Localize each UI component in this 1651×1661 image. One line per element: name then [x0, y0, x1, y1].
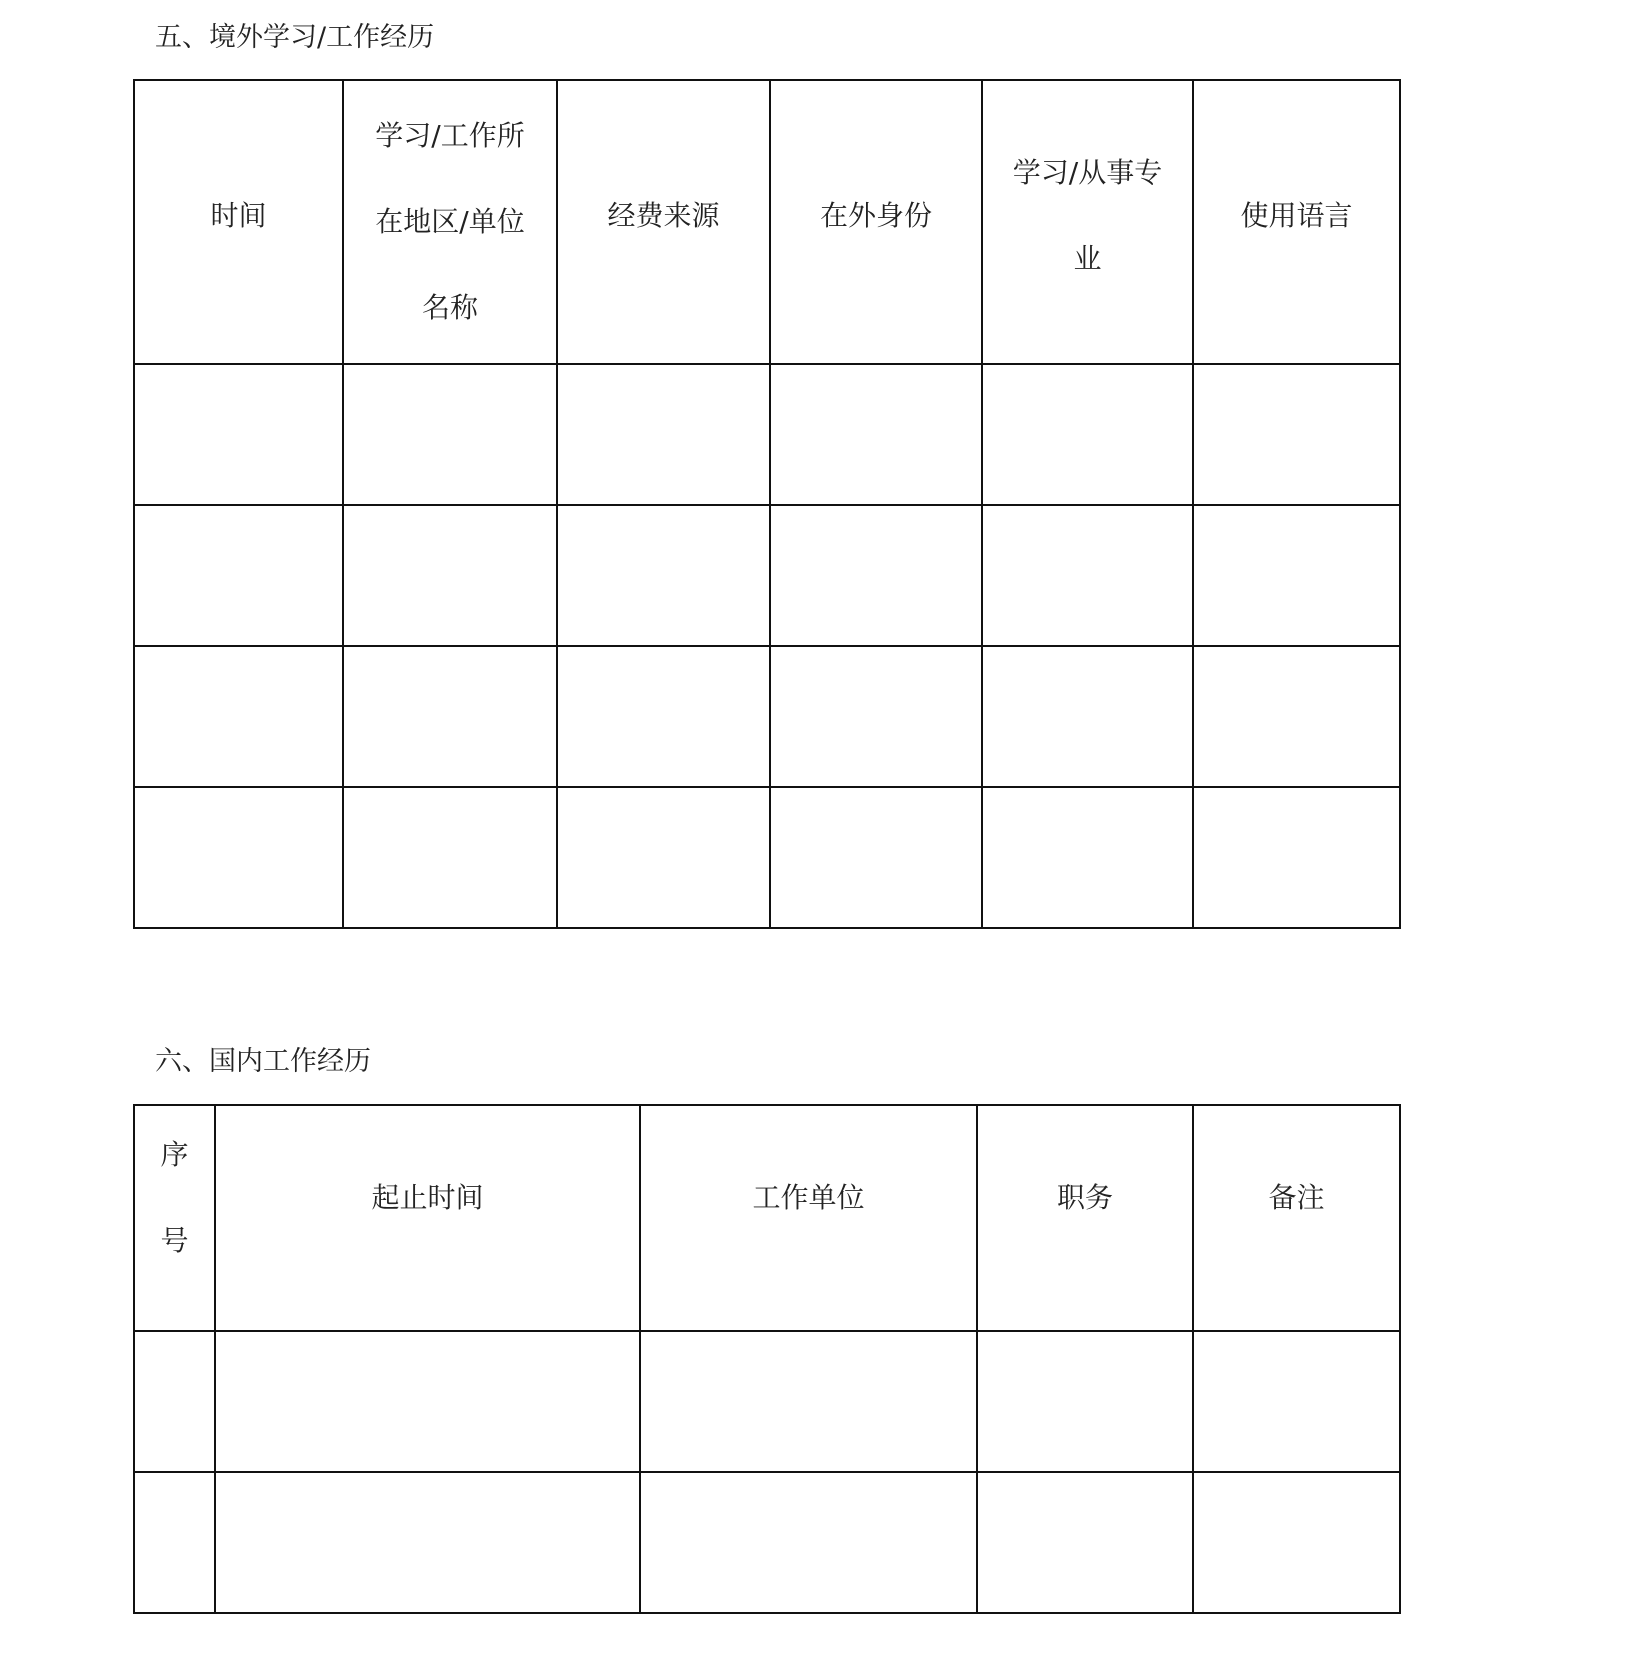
abroad-experience-table [133, 79, 1401, 929]
abroad-cell-funding[interactable] [557, 787, 770, 928]
abroad-cell-major[interactable] [982, 787, 1193, 928]
domestic-cell-period[interactable] [215, 1472, 640, 1613]
abroad-cell-time[interactable] [134, 505, 343, 646]
abroad-cell-status[interactable] [770, 505, 982, 646]
domestic-experience-table [133, 1104, 1401, 1614]
header-employer-label: 工作单位 [752, 1181, 865, 1214]
header-status [770, 80, 982, 364]
abroad-cell-location[interactable] [343, 787, 557, 928]
header-location-line-2: 在地区/单位 [375, 205, 525, 238]
section-title-domestic-experience: 六、国内工作经历 [155, 1046, 371, 1077]
abroad-cell-status[interactable] [770, 787, 982, 928]
header-funding [557, 80, 770, 364]
header-location-line-1: 学习/工作所 [375, 119, 525, 152]
table-row [134, 787, 1400, 928]
domestic-cell-index[interactable] [134, 1472, 215, 1613]
header-remarks-label: 备注 [1268, 1181, 1325, 1214]
header-index-line-2: 号 [160, 1224, 189, 1257]
header-funding-label: 经费来源 [607, 199, 720, 232]
domestic-cell-remarks[interactable] [1193, 1331, 1400, 1472]
header-location-line-3: 名称 [421, 291, 478, 324]
header-language-label: 使用语言 [1240, 199, 1353, 232]
header-position [977, 1105, 1193, 1331]
abroad-cell-status[interactable] [770, 646, 982, 787]
header-index [134, 1105, 215, 1331]
domestic-cell-period[interactable] [215, 1331, 640, 1472]
table-row [134, 646, 1400, 787]
abroad-cell-major[interactable] [982, 364, 1193, 505]
table-header-row [134, 80, 1400, 364]
table-row [134, 505, 1400, 646]
header-major-line-2: 业 [1073, 242, 1102, 275]
abroad-cell-funding[interactable] [557, 646, 770, 787]
abroad-cell-location[interactable] [343, 646, 557, 787]
header-major [982, 80, 1193, 364]
domestic-cell-employer[interactable] [640, 1331, 977, 1472]
header-language [1193, 80, 1400, 364]
header-index-line-1: 序 [160, 1138, 189, 1171]
abroad-cell-location[interactable] [343, 505, 557, 646]
domestic-cell-remarks[interactable] [1193, 1472, 1400, 1613]
table-row [134, 364, 1400, 505]
abroad-cell-location[interactable] [343, 364, 557, 505]
abroad-cell-time[interactable] [134, 364, 343, 505]
domestic-cell-position[interactable] [977, 1472, 1193, 1613]
table-row [134, 1331, 1400, 1472]
header-employer [640, 1105, 977, 1331]
domestic-cell-employer[interactable] [640, 1472, 977, 1613]
header-location [343, 80, 557, 364]
abroad-cell-major[interactable] [982, 646, 1193, 787]
abroad-cell-funding[interactable] [557, 364, 770, 505]
table-header-row [134, 1105, 1400, 1331]
abroad-cell-status[interactable] [770, 364, 982, 505]
header-position-label: 职务 [1056, 1181, 1113, 1214]
abroad-cell-language[interactable] [1193, 646, 1400, 787]
header-time [134, 80, 343, 364]
section-title-abroad-experience: 五、境外学习/工作经历 [155, 22, 435, 53]
table-row [134, 1472, 1400, 1613]
domestic-cell-position[interactable] [977, 1331, 1193, 1472]
header-status-label: 在外身份 [819, 199, 932, 232]
header-remarks [1193, 1105, 1400, 1331]
abroad-cell-major[interactable] [982, 505, 1193, 646]
header-period [215, 1105, 640, 1331]
header-time-label: 时间 [210, 199, 267, 232]
abroad-cell-time[interactable] [134, 646, 343, 787]
abroad-cell-language[interactable] [1193, 364, 1400, 505]
abroad-cell-language[interactable] [1193, 787, 1400, 928]
abroad-cell-time[interactable] [134, 787, 343, 928]
domestic-cell-index[interactable] [134, 1331, 215, 1472]
header-period-label: 起止时间 [371, 1181, 484, 1214]
abroad-cell-funding[interactable] [557, 505, 770, 646]
header-major-line-1: 学习/从事专 [1012, 156, 1163, 189]
abroad-cell-language[interactable] [1193, 505, 1400, 646]
